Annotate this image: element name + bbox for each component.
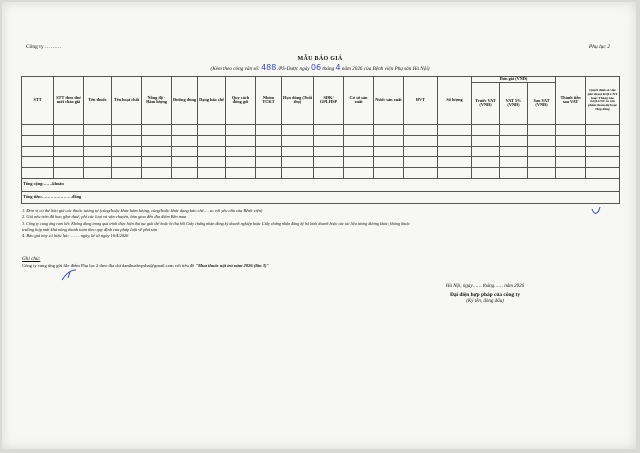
table-cell xyxy=(556,168,586,179)
table-cell xyxy=(314,157,344,168)
note-text-prefix: Công ty cung ứng gửi file điểm Phụ lục 2 theo địa chỉ danthuabvpshn@gmail.com với tiêu đề xyxy=(22,263,195,268)
table-cell xyxy=(84,168,112,179)
table-cell xyxy=(586,124,620,135)
col-header: Trước VAT (VNĐ) xyxy=(472,82,500,124)
subtitle-suffix: năm 2026 của Bệnh viện Phụ sản Hà Nội) xyxy=(341,66,430,72)
table-cell xyxy=(314,135,344,146)
table-cell xyxy=(22,157,54,168)
table-cell xyxy=(54,146,84,157)
col-header: STT xyxy=(22,77,54,125)
col-header: Thành tiền sau VAT xyxy=(556,77,586,125)
table-cell xyxy=(374,168,404,179)
table-cell xyxy=(438,157,472,168)
company-name: Công ty ……… xyxy=(26,44,62,50)
note-item: 2. Giá nêu trên đã bao gồm thuế, phí các loại và vận chuyển, bàn giao đến địa điểm Bên mua xyxy=(22,214,187,220)
table-row xyxy=(22,168,620,179)
table-cell xyxy=(374,157,404,168)
table-cell xyxy=(586,168,620,179)
col-header: VAT 5% (VNĐ) xyxy=(500,82,528,124)
table-cell xyxy=(500,146,528,157)
handwritten-month: 4 xyxy=(335,63,341,72)
table-cell xyxy=(172,168,198,179)
table-cell xyxy=(198,168,226,179)
table-cell xyxy=(556,135,586,146)
col-header: Sau VAT (VNĐ) xyxy=(528,82,556,124)
table-cell xyxy=(344,168,374,179)
table-cell xyxy=(404,157,438,168)
handwritten-check xyxy=(590,205,602,217)
table-row xyxy=(22,124,620,135)
subtitle-mid-1: /PS-Dược ngày xyxy=(277,66,310,72)
col-header: Đường dùng xyxy=(172,77,198,125)
table-cell xyxy=(528,157,556,168)
table-cell xyxy=(22,124,54,135)
table-cell xyxy=(374,124,404,135)
table-cell xyxy=(438,168,472,179)
table-cell xyxy=(172,146,198,157)
table-cell xyxy=(54,135,84,146)
notes-list xyxy=(22,208,612,239)
table-cell xyxy=(172,124,198,135)
total-row-label: Tổng cộng:……khoản xyxy=(22,179,620,191)
table-cell xyxy=(112,124,142,135)
table-cell xyxy=(226,124,256,135)
table-cell xyxy=(226,168,256,179)
quotation-table xyxy=(21,76,620,204)
table-cell xyxy=(256,146,282,157)
table-cell xyxy=(84,135,112,146)
col-header: SĐK/ GPLHSP xyxy=(314,77,344,125)
col-header: Tên hoạt chất xyxy=(112,77,142,125)
table-cell xyxy=(472,135,500,146)
subtitle-prefix: (Kèm theo công văn số: xyxy=(210,66,260,72)
table-cell xyxy=(344,146,374,157)
table-cell xyxy=(344,124,374,135)
handwritten-day: 06 xyxy=(310,63,322,72)
table-cell xyxy=(282,146,314,157)
table-cell xyxy=(374,146,404,157)
table-cell xyxy=(586,135,620,146)
table-cell xyxy=(282,124,314,135)
table-cell xyxy=(556,146,586,157)
table-cell xyxy=(172,135,198,146)
table-cell xyxy=(142,168,172,179)
col-header: Quyết định số việc phê duyệt KQLCNT hoặc Thông báo KQLCNT có sản phẩm tham dự hoặc Hợp đồng xyxy=(586,77,620,125)
table-row xyxy=(22,135,620,146)
table-cell xyxy=(198,157,226,168)
subtitle-mid-2: tháng xyxy=(322,66,335,72)
col-header: Quy cách đóng gói xyxy=(226,77,256,125)
handwritten-doc-number: 488 xyxy=(261,63,277,72)
total-row xyxy=(22,179,620,191)
table-cell xyxy=(84,146,112,157)
table-cell xyxy=(500,135,528,146)
signature-date: Hà Nội, ngày…… tháng…… năm 2026 xyxy=(445,284,525,289)
signature-subtitle: (Ký tên, đóng dấu) xyxy=(466,299,504,304)
col-header: Nhóm TCKT xyxy=(256,77,282,125)
table-cell xyxy=(198,146,226,157)
table-cell xyxy=(22,135,54,146)
col-header: Số lượng xyxy=(438,77,472,125)
table-cell xyxy=(22,168,54,179)
table-cell xyxy=(404,168,438,179)
table-cell xyxy=(404,135,438,146)
table-cell xyxy=(282,157,314,168)
table-cell xyxy=(472,157,500,168)
col-header: Cơ sở sản xuất xyxy=(344,77,374,125)
table-row xyxy=(22,146,620,157)
table-cell xyxy=(314,146,344,157)
table-cell xyxy=(500,168,528,179)
table-cell xyxy=(256,124,282,135)
table-cell xyxy=(528,146,556,157)
total-words-row xyxy=(22,191,620,203)
col-header: Tên thuốc xyxy=(84,77,112,125)
table-cell xyxy=(226,135,256,146)
col-header: Nước sản xuất xyxy=(374,77,404,125)
note-item: 1. Đơn vị có thể báo giá các thuốc tương tự (cùng/hoặc khác hàm lượng, cùng/hoặc khác dạng bào chế,… so với yêu cầu của Bệnh viện) xyxy=(22,208,263,213)
document-title: MẪU BÁO GIÁ xyxy=(297,56,343,62)
handwritten-mark xyxy=(60,268,80,282)
table-cell xyxy=(404,124,438,135)
table-cell xyxy=(528,124,556,135)
table-cell xyxy=(528,135,556,146)
table-cell xyxy=(500,157,528,168)
table-cell xyxy=(472,146,500,157)
signature-title: Đại diện hợp pháp của công ty xyxy=(449,292,521,298)
table-cell xyxy=(314,168,344,179)
table-cell xyxy=(438,146,472,157)
table-cell xyxy=(556,157,586,168)
table-cell xyxy=(54,124,84,135)
col-header: STT theo thư mời chào giá xyxy=(54,77,84,125)
table-cell xyxy=(374,135,404,146)
table-cell xyxy=(472,124,500,135)
total-words-label: Tổng tiền:…………………đồng xyxy=(22,191,620,203)
table-cell xyxy=(112,157,142,168)
table-cell xyxy=(586,146,620,157)
table-cell xyxy=(404,146,438,157)
table-cell xyxy=(556,124,586,135)
col-header: Hạn dùng (Tuổi thọ) xyxy=(282,77,314,125)
table-cell xyxy=(282,168,314,179)
table-cell xyxy=(344,135,374,146)
table-cell xyxy=(438,124,472,135)
table-cell xyxy=(314,124,344,135)
table-cell xyxy=(142,146,172,157)
table-cell xyxy=(172,157,198,168)
col-header: ĐVT xyxy=(404,77,438,125)
document-subtitle xyxy=(0,63,640,72)
table-cell xyxy=(256,157,282,168)
note-item: 4. Báo giá này có hiệu lực: ……. ngày, kể từ ngày 16/4/2026 xyxy=(22,233,129,239)
table-cell xyxy=(438,135,472,146)
note-label: Ghi chú: xyxy=(22,256,41,262)
table-cell xyxy=(22,146,54,157)
table-cell xyxy=(586,157,620,168)
table-cell xyxy=(142,157,172,168)
table-cell xyxy=(54,157,84,168)
note-item: trường hợp mất khả năng thanh toán theo quy định của pháp luật về phá sản xyxy=(22,226,158,232)
col-header: Dạng bào chế xyxy=(198,77,226,125)
table-body xyxy=(22,124,620,203)
table-cell xyxy=(528,168,556,179)
table-cell xyxy=(282,135,314,146)
table-cell xyxy=(142,124,172,135)
table-cell xyxy=(198,124,226,135)
price-group-header: Đơn giá (VNĐ) xyxy=(472,77,556,83)
table-cell xyxy=(54,168,84,179)
table-cell xyxy=(226,157,256,168)
col-header: Nồng độ - Hàm lượng xyxy=(142,77,172,125)
table-cell xyxy=(112,135,142,146)
table-cell xyxy=(344,157,374,168)
table-row xyxy=(22,157,620,168)
note-item: 3. Công ty cung ứng cam kết: Không đang trong quá trình thực hiện thủ tục giải thể hoặc bị thu hồi Giấy chứng nhận đăng ký doanh nghiệp hoặc Giấy chứng nhận đăng ký hộ kinh doanh hoặc các tài liệu tương đương khác; không thuộc xyxy=(22,220,411,226)
email-subject: "Mua thuốc nội trú năm 2026 (lần 3)" xyxy=(195,263,270,268)
appendix-label: Phụ lục 2 xyxy=(588,44,610,50)
table-cell xyxy=(472,168,500,179)
table-cell xyxy=(256,135,282,146)
table-cell xyxy=(84,124,112,135)
table-cell xyxy=(226,146,256,157)
table-cell xyxy=(84,157,112,168)
table-cell xyxy=(198,135,226,146)
table-cell xyxy=(112,146,142,157)
table-cell xyxy=(256,168,282,179)
table-cell xyxy=(500,124,528,135)
table-cell xyxy=(112,168,142,179)
table-cell xyxy=(142,135,172,146)
